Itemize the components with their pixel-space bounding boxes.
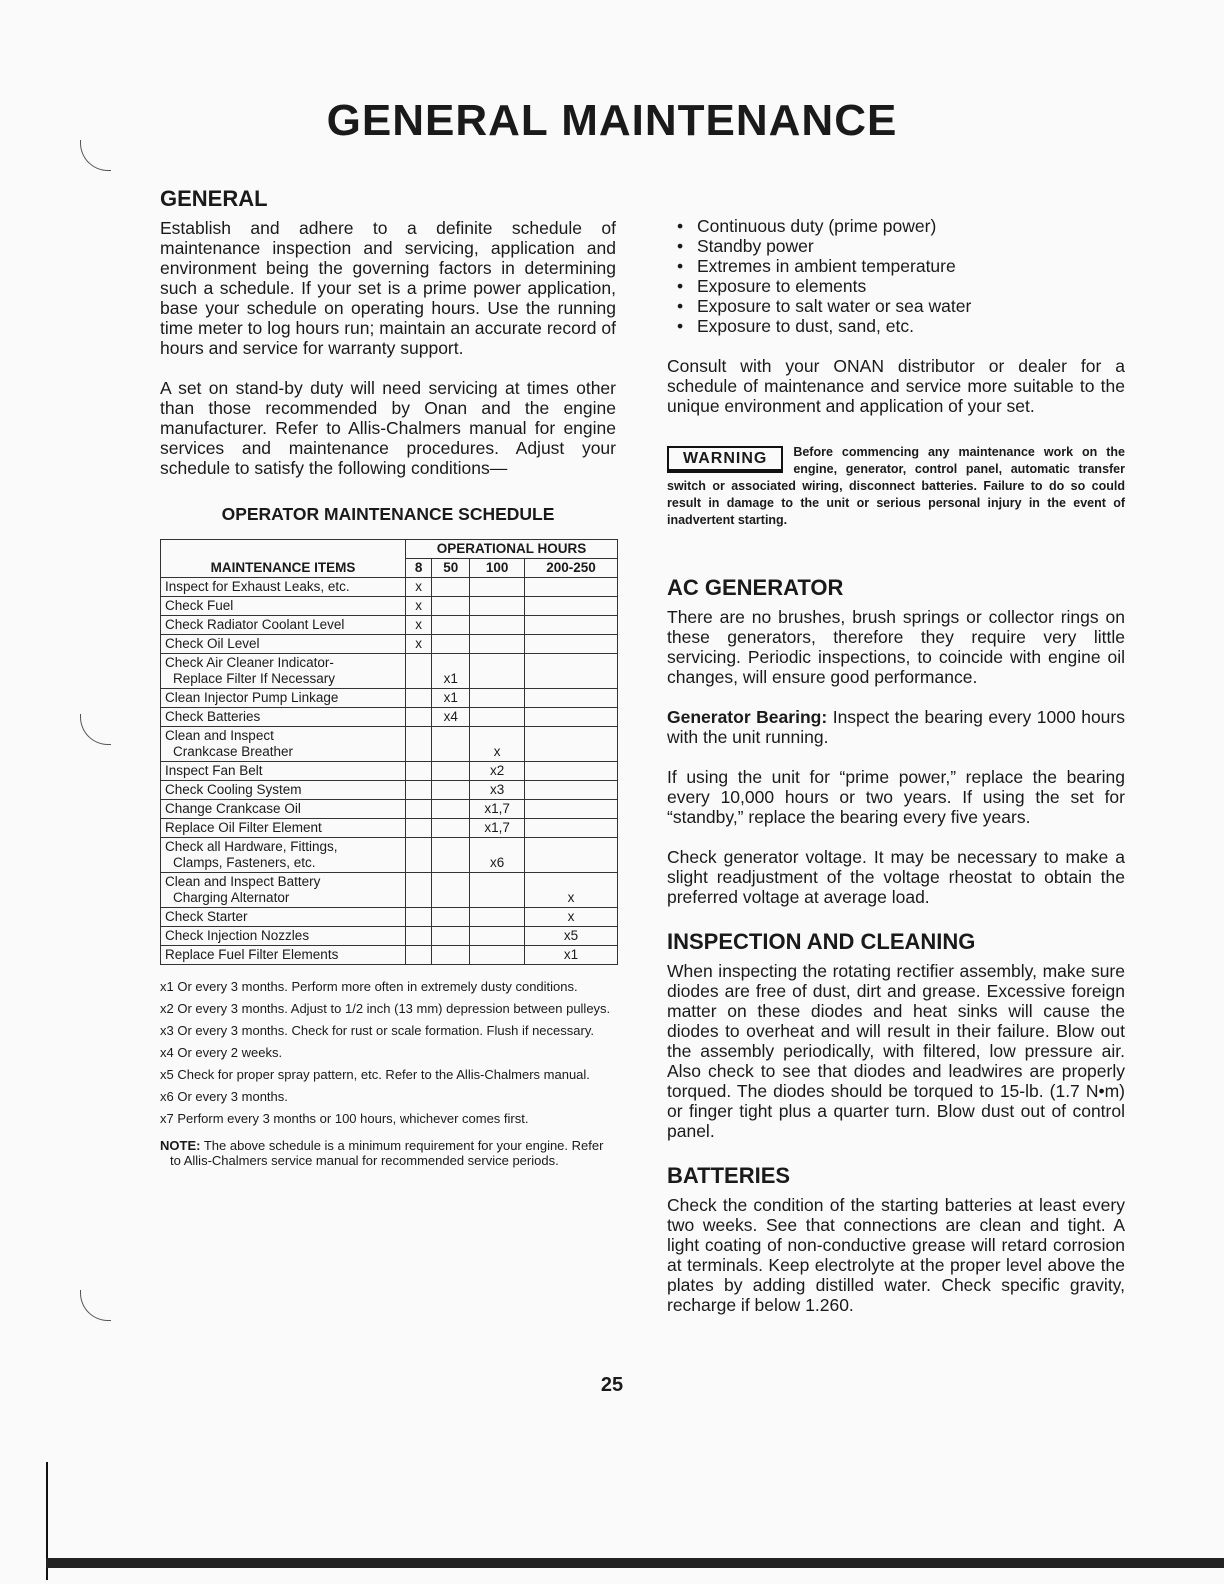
- interval-cell: [432, 635, 470, 654]
- maintenance-item-cell: [161, 762, 406, 781]
- interval-cell: [525, 800, 618, 819]
- ac-generator-paragraph-1: There are no brushes, brush springs or collector rings on these generators, therefore they require very little servicing. Periodic inspections, to coincide with engine oil changes, will ensure good performance.: [667, 607, 1125, 687]
- generator-bearing-label: Generator Bearing:: [667, 707, 828, 727]
- interval-cell: [525, 762, 618, 781]
- interval-cell: x: [406, 616, 432, 635]
- interval-cell: x: [406, 597, 432, 616]
- schedule-body: [161, 578, 618, 965]
- maintenance-item-cell: [161, 597, 406, 616]
- interval-cell: x: [525, 873, 618, 908]
- interval-cell: [406, 689, 432, 708]
- maintenance-item-cell: [161, 838, 406, 873]
- interval-cell: [406, 819, 432, 838]
- maintenance-item-line: Change Crankcase Oil: [165, 801, 301, 816]
- interval-cell: [432, 927, 470, 946]
- maintenance-item-line: Check Oil Level: [165, 636, 260, 651]
- inspection-heading: INSPECTION AND CLEANING: [667, 929, 976, 954]
- maintenance-item-cell: [161, 654, 406, 689]
- maintenance-item-cell: [161, 800, 406, 819]
- ac-generator-paragraph-3: If using the unit for “prime power,” replace the bearing every 10,000 hours or two years. If using the set for “standby,” replace the bearing every five years.: [667, 767, 1125, 827]
- schedule-note: x3 Or every 3 months. Check for rust or scale formation. Flush if necessary.: [160, 1023, 594, 1038]
- interval-cell: [432, 873, 470, 908]
- conditions-list: [667, 216, 1125, 336]
- table-row: [161, 727, 618, 762]
- interval-cell: [406, 927, 432, 946]
- note-text: The above schedule is a minimum requirement for your engine. Refer to Allis-Chalmers service manual for recommended service periods.: [170, 1138, 604, 1168]
- maintenance-item-line: Clean and Inspect: [165, 728, 274, 743]
- table-row: [161, 908, 618, 927]
- table-row: [161, 819, 618, 838]
- table-row: [161, 578, 618, 597]
- interval-cell: [525, 616, 618, 635]
- consult-paragraph: Consult with your ONAN distributor or dealer for a schedule of maintenance and service more suitable to the unique environment and application of your set.: [667, 356, 1125, 416]
- maintenance-item-line: Check Batteries: [165, 709, 261, 724]
- interval-cell: [470, 927, 525, 946]
- interval-cell: [432, 838, 470, 873]
- left-column: [160, 186, 616, 1168]
- maintenance-item-line: Check Injection Nozzles: [165, 928, 310, 943]
- interval-cell: [406, 727, 432, 762]
- interval-cell: [525, 635, 618, 654]
- maintenance-item-line: Clamps, Fasteners, etc.: [173, 855, 316, 870]
- interval-cell: [432, 762, 470, 781]
- hours-200-250-header: 200-250: [525, 559, 618, 578]
- condition-item: • Exposure to dust, sand, etc.: [677, 316, 1125, 336]
- generator-bearing-text: Inspect the bearing every 1000 hours with the unit running.: [667, 707, 1125, 747]
- interval-cell: [406, 908, 432, 927]
- table-row: [161, 654, 618, 689]
- table-row: [161, 689, 618, 708]
- condition-item: • Exposure to elements: [677, 276, 1125, 296]
- maintenance-item-cell: [161, 727, 406, 762]
- interval-cell: [432, 727, 470, 762]
- maintenance-items-header: MAINTENANCE ITEMS: [161, 540, 406, 578]
- maintenance-schedule-table: [160, 539, 618, 965]
- table-row: [161, 927, 618, 946]
- maintenance-item-cell: [161, 578, 406, 597]
- condition-item: • Standby power: [677, 236, 1125, 256]
- interval-cell: [432, 908, 470, 927]
- warning-text: Before commencing any maintenance work on the engine, generator, control panel, automatic transfer switch or associated wiring, disconnect batteries. Failure to do so could result in damage to the unit or serious personal injury in the event of inadvertent starting.: [667, 445, 1125, 527]
- interval-cell: [525, 689, 618, 708]
- condition-item: • Extremes in ambient temperature: [677, 256, 1125, 276]
- table-row: [161, 800, 618, 819]
- interval-cell: [432, 819, 470, 838]
- interval-cell: [470, 708, 525, 727]
- maintenance-item-cell: [161, 781, 406, 800]
- interval-cell: x6: [470, 838, 525, 873]
- maintenance-item-line: Inspect for Exhaust Leaks, etc.: [165, 579, 350, 594]
- page-title: GENERAL MAINTENANCE: [326, 96, 898, 145]
- interval-cell: [406, 838, 432, 873]
- right-column: [667, 216, 1125, 1315]
- maintenance-item-line: Crankcase Breather: [173, 744, 294, 759]
- interval-cell: x3: [470, 781, 525, 800]
- hours-8-header: 8: [406, 559, 432, 578]
- note-label: NOTE:: [160, 1138, 201, 1153]
- interval-cell: [432, 781, 470, 800]
- maintenance-item-line: Check Radiator Coolant Level: [165, 617, 345, 632]
- interval-cell: [470, 635, 525, 654]
- interval-cell: [470, 689, 525, 708]
- interval-cell: x1: [525, 946, 618, 965]
- maintenance-item-line: Check all Hardware, Fittings,: [165, 839, 338, 854]
- ac-generator-paragraph-4: Check generator voltage. It may be necessary to make a slight readjustment of the voltage rheostat to obtain the preferred voltage at average load.: [667, 847, 1125, 907]
- interval-cell: [406, 654, 432, 689]
- warning-label: WARNING: [667, 446, 783, 473]
- operational-hours-header: OPERATIONAL HOURS: [406, 540, 618, 559]
- maintenance-item-cell: [161, 635, 406, 654]
- maintenance-item-line: Check Fuel: [165, 598, 234, 613]
- maintenance-item-cell: [161, 616, 406, 635]
- schedule-note: x7 Perform every 3 months or 100 hours, whichever comes first.: [160, 1111, 529, 1126]
- interval-cell: [432, 800, 470, 819]
- interval-cell: [525, 819, 618, 838]
- interval-cell: [406, 800, 432, 819]
- interval-cell: [525, 708, 618, 727]
- binder-hole-mark: [80, 1290, 111, 1321]
- general-paragraph-1: Establish and adhere to a definite schedule of maintenance inspection and servicing, application and environment being the governing factors in determining such a schedule. If your set is a prime power application, base your schedule on operating hours. Use the running time meter to log hours run; maintain an accurate record of hours and service for warranty support.: [160, 218, 616, 358]
- maintenance-item-cell: [161, 819, 406, 838]
- interval-cell: [406, 762, 432, 781]
- maintenance-item-cell: [161, 873, 406, 908]
- interval-cell: x1: [432, 689, 470, 708]
- interval-cell: [470, 597, 525, 616]
- schedule-note: x5 Check for proper spray pattern, etc. Refer to the Allis-Chalmers manual.: [160, 1067, 590, 1082]
- interval-cell: x1,7: [470, 800, 525, 819]
- interval-cell: [406, 873, 432, 908]
- interval-cell: [406, 946, 432, 965]
- condition-item: • Continuous duty (prime power): [677, 216, 1125, 236]
- warning-block: [667, 444, 1125, 529]
- table-row: [161, 781, 618, 800]
- interval-cell: x4: [432, 708, 470, 727]
- table-row: [161, 616, 618, 635]
- batteries-heading: BATTERIES: [667, 1163, 791, 1188]
- interval-cell: [525, 781, 618, 800]
- interval-cell: [470, 946, 525, 965]
- interval-cell: [432, 946, 470, 965]
- page-number: 25: [600, 1374, 624, 1396]
- interval-cell: [470, 908, 525, 927]
- condition-item: • Exposure to salt water or sea water: [677, 296, 1125, 316]
- interval-cell: [470, 654, 525, 689]
- table-row: [161, 838, 618, 873]
- table-row: [161, 946, 618, 965]
- maintenance-item-line: Clean Injector Pump Linkage: [165, 690, 339, 705]
- maintenance-item-line: Check Air Cleaner Indicator-: [165, 655, 334, 670]
- interval-cell: [432, 597, 470, 616]
- interval-cell: [525, 727, 618, 762]
- maintenance-item-line: Replace Oil Filter Element: [165, 820, 322, 835]
- interval-cell: x: [406, 578, 432, 597]
- schedule-note: x4 Or every 2 weeks.: [160, 1045, 283, 1060]
- interval-cell: x2: [470, 762, 525, 781]
- schedule-note: x1 Or every 3 months. Perform more often in extremely dusty conditions.: [160, 979, 578, 994]
- table-row: [161, 873, 618, 908]
- binder-hole-mark: [80, 140, 111, 171]
- maintenance-item-line: Replace Filter If Necessary: [173, 671, 336, 686]
- ac-generator-heading: AC GENERATOR: [667, 575, 844, 600]
- table-row: [161, 762, 618, 781]
- interval-cell: x: [406, 635, 432, 654]
- interval-cell: [470, 616, 525, 635]
- maintenance-item-cell: [161, 908, 406, 927]
- interval-cell: x5: [525, 927, 618, 946]
- interval-cell: [432, 578, 470, 597]
- binder-hole-mark: [80, 714, 111, 745]
- table-row: [161, 597, 618, 616]
- maintenance-item-line: Check Cooling System: [165, 782, 302, 797]
- maintenance-item-cell: [161, 708, 406, 727]
- interval-cell: [406, 781, 432, 800]
- maintenance-item-line: Replace Fuel Filter Elements: [165, 947, 339, 962]
- schedule-title: OPERATOR MAINTENANCE SCHEDULE: [221, 504, 555, 524]
- interval-cell: [432, 616, 470, 635]
- schedule-note: x6 Or every 3 months.: [160, 1089, 288, 1104]
- schedule-notes: [160, 979, 616, 1126]
- maintenance-item-line: Clean and Inspect Battery: [165, 874, 321, 889]
- interval-cell: [525, 578, 618, 597]
- general-paragraph-2: A set on stand-by duty will need servicing at times other than those recommended by Onan and the engine manufacturer. Refer to Allis-Chalmers manual for engine services and maintenance procedures. Adjust your schedule to satisfy the following conditions—: [160, 378, 616, 478]
- batteries-paragraph: Check the condition of the starting batteries at least every two weeks. See that connections are clean and tight. A light coating of non-conductive grease will retard corrosion at terminals. Keep electrolyte at the proper level above the plates by adding distilled water. Check specific gravity, recharge if below 1.260.: [667, 1195, 1125, 1315]
- table-row: [161, 635, 618, 654]
- maintenance-item-cell: [161, 927, 406, 946]
- generator-bearing-paragraph: [667, 707, 1125, 747]
- hours-50-header: 50: [432, 559, 470, 578]
- inspection-paragraph: When inspecting the rotating rectifier assembly, make sure diodes are free of dust, dirt and grease. Excessive foreign matter on these diodes and heat sinks will cause the diodes to overheat and will result in their failure. Blow out the assembly periodically, with filtered, low pressure air. Also check to see that diodes and leadwires are properly torqued. The diodes should be torqued to 15-lb. (1.7 N•m) or finger tight plus a quarter turn. Blow dust out of control panel.: [667, 961, 1125, 1141]
- scan-bottom-bar: [46, 1558, 1224, 1568]
- interval-cell: x: [470, 727, 525, 762]
- table-row: [161, 708, 618, 727]
- interval-cell: x1,7: [470, 819, 525, 838]
- interval-cell: x1: [432, 654, 470, 689]
- interval-cell: [525, 838, 618, 873]
- interval-cell: [525, 597, 618, 616]
- maintenance-item-cell: [161, 946, 406, 965]
- schedule-note: x2 Or every 3 months. Adjust to 1/2 inch (13 mm) depression between pulleys.: [160, 1001, 611, 1016]
- maintenance-item-line: Inspect Fan Belt: [165, 763, 263, 778]
- interval-cell: [406, 708, 432, 727]
- interval-cell: x: [525, 908, 618, 927]
- maintenance-item-cell: [161, 689, 406, 708]
- interval-cell: [470, 578, 525, 597]
- maintenance-item-line: Check Starter: [165, 909, 248, 924]
- general-heading: GENERAL: [160, 186, 268, 211]
- interval-cell: [525, 654, 618, 689]
- schedule-final-note: [160, 1138, 616, 1168]
- maintenance-item-line: Charging Alternator: [173, 890, 290, 905]
- hours-100-header: 100: [470, 559, 525, 578]
- interval-cell: [470, 873, 525, 908]
